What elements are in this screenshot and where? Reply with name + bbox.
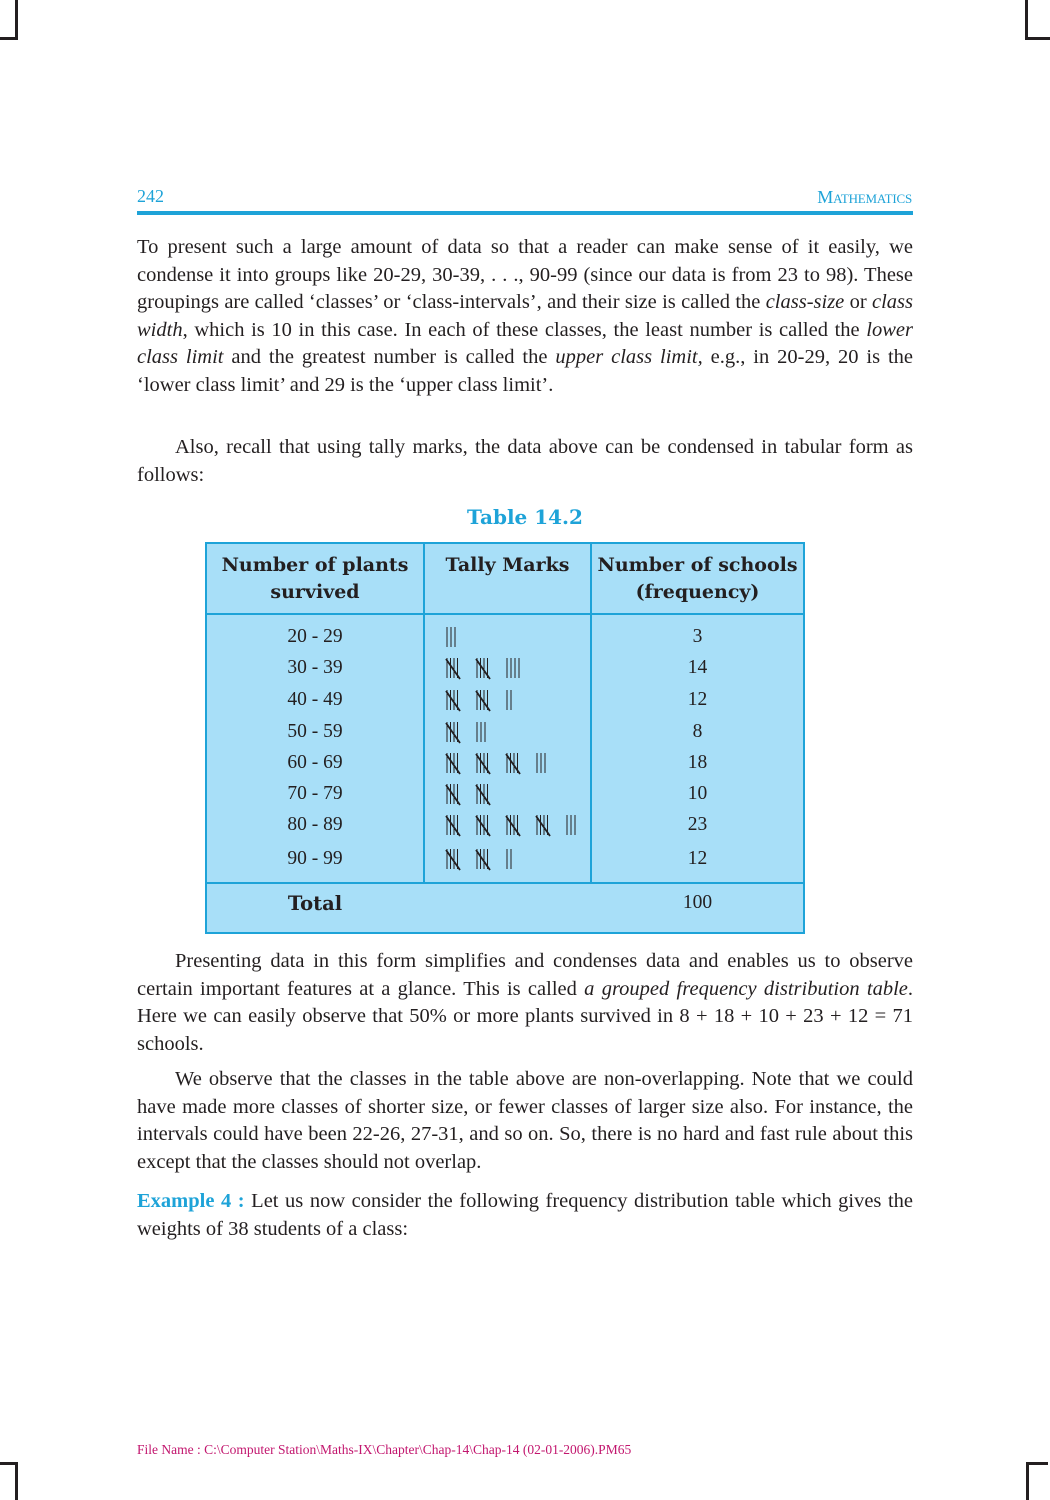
- term-upper-class-limit: upper class limit,: [555, 346, 703, 369]
- term-grouped-frequency-distribution-table: a grouped frequency distribution table: [584, 977, 908, 1000]
- tally-cell: [445, 750, 560, 776]
- frequency: 23: [687, 814, 708, 835]
- tally-group-of-five: [476, 815, 490, 836]
- tally-group-of-five: [476, 753, 490, 774]
- example-label: Example 4 :: [137, 1190, 245, 1212]
- tally-marks: [445, 624, 470, 650]
- tally-cell: [445, 687, 525, 713]
- frequency-table: [205, 542, 805, 934]
- tally-marks: [445, 750, 560, 776]
- crop-mark-top-left: [0, 37, 18, 40]
- term-lower-class-limit: lower class limit: [137, 318, 913, 369]
- class-interval: 20 - 29: [287, 626, 343, 647]
- header-text: Tally Marks: [445, 554, 570, 576]
- class-interval: 90 - 99: [287, 848, 343, 869]
- total-divider: [207, 882, 803, 884]
- tally-group-of-five: [446, 849, 460, 870]
- class-interval: 40 - 49: [287, 689, 343, 710]
- crop-mark-top-left: [15, 0, 18, 40]
- tally-group-of-five: [536, 815, 550, 836]
- text-span: and the greatest number is called the: [223, 346, 556, 369]
- crop-mark-bottom-left: [15, 1462, 18, 1500]
- frequency: 18: [687, 752, 708, 773]
- header-tally-marks: [425, 552, 590, 579]
- class-interval: 80 - 89: [287, 814, 343, 835]
- text-span: , which is 10 in this case. In each of these classes, the least number is called the: [182, 318, 867, 341]
- class-interval: 30 - 39: [287, 657, 343, 678]
- tally-cell: [445, 719, 500, 745]
- crop-mark-bottom-right: [1026, 1462, 1029, 1500]
- tally-group-of-five: [476, 658, 490, 679]
- text-span: To present such a large amount of data so that a reader can make sense of it easily, we condense it into groups like 20-29, 30-39, . . ., 90-99 (since our data is from 23 to 98). These groupings are called ‘classes’ or ‘class-intervals’, and their size is called the: [137, 236, 913, 314]
- tally-marks: [445, 812, 590, 838]
- tally-marks: [445, 655, 535, 681]
- tally-cell: [445, 655, 535, 681]
- paragraph-grouped-frequency: [137, 948, 913, 1058]
- crop-mark-top-right: [1025, 0, 1028, 40]
- text-span: Let us now consider the following frequency distribution table which gives the weights of 38 students of a class:: [137, 1190, 913, 1240]
- page-number: 242: [137, 186, 164, 206]
- text-span: Also, recall that using tally marks, the data above can be condensed in tabular form as follows:: [137, 436, 913, 486]
- tally-marks: [445, 781, 515, 807]
- header-divider: [207, 613, 803, 615]
- tally-group-of-five: [476, 690, 490, 711]
- paragraph-non-overlapping: [137, 1066, 913, 1176]
- running-head: Mathematics: [817, 187, 912, 207]
- column-divider: [423, 544, 425, 884]
- header-rule: [137, 211, 913, 215]
- header-plants-survived: [207, 552, 423, 606]
- header-text: (frequency): [635, 581, 760, 603]
- paragraph-example-4: [137, 1188, 913, 1243]
- crop-mark-top-right: [1025, 37, 1050, 40]
- tally-cell: [445, 781, 515, 807]
- tally-group-of-five: [446, 784, 460, 805]
- tally-group-of-five: [446, 658, 460, 679]
- header-text: Number of plants: [221, 554, 409, 576]
- frequency: 12: [687, 689, 708, 710]
- tally-group-of-five: [446, 722, 460, 743]
- crop-mark-bottom-right: [1026, 1462, 1048, 1465]
- tally-group-of-five: [446, 815, 460, 836]
- text-span: e.g., in 20-29, 20 is the ‘lower class limit’ and 29 is the ‘upper class limit’.: [137, 346, 913, 396]
- tally-cell: [445, 846, 525, 872]
- tally-group-of-five: [506, 753, 520, 774]
- class-interval: 70 - 79: [287, 783, 343, 804]
- total-label: Total: [287, 892, 343, 915]
- text-span: Presenting data in this form simplifies and condenses data and enables us to observe certain important features at a glance. This is called: [137, 950, 913, 1000]
- header-text: survived: [270, 581, 360, 603]
- page-header: [137, 186, 912, 210]
- tally-marks: [445, 719, 500, 745]
- text-span: We observe that the classes in the table above are non-overlapping. Note that we could have made more classes of shorter size, or fewer classes of larger size also. For instance, the intervals could have been 22-26, 27-31, and so on. So, there is no hard and fast rule about this except that the classes should not overlap.: [137, 1068, 913, 1173]
- frequency: 8: [692, 721, 703, 742]
- file-name-footer: File Name : C:\Computer Station\Maths-IX\Chapter\Chap-14\Chap-14 (02-01-2006).PM65: [137, 1442, 632, 1457]
- frequency: 14: [687, 657, 708, 678]
- term-class-size: class-size: [765, 291, 845, 314]
- text-span: . Here we can easily observe that 50% or more plants survived in 8 + 18 + 10 + 23 + 12 = 71 schools.: [137, 977, 913, 1055]
- tally-marks: [445, 846, 525, 872]
- tally-group-of-five: [476, 784, 490, 805]
- class-interval: 50 - 59: [287, 721, 343, 742]
- tally-group-of-five: [506, 815, 520, 836]
- tally-group-of-five: [446, 690, 460, 711]
- header-text: Number of schools: [597, 554, 798, 576]
- paragraph-tally-intro: [137, 434, 913, 489]
- table-caption: Table 14.2: [467, 505, 583, 529]
- tally-cell: [445, 624, 470, 650]
- paragraph-class-intervals: [137, 234, 913, 400]
- text-span: or: [844, 291, 873, 314]
- frequency: 3: [692, 626, 703, 647]
- tally-group-of-five: [446, 753, 460, 774]
- crop-mark-bottom-left: [0, 1462, 18, 1465]
- class-interval: 60 - 69: [287, 752, 343, 773]
- tally-cell: [445, 812, 590, 838]
- frequency: 10: [687, 783, 708, 804]
- header-number-of-schools: [592, 552, 803, 606]
- total-value: 100: [682, 892, 713, 913]
- frequency: 12: [687, 848, 708, 869]
- term-class-width: class width: [137, 291, 914, 341]
- tally-marks: [445, 687, 525, 713]
- tally-group-of-five: [476, 849, 490, 870]
